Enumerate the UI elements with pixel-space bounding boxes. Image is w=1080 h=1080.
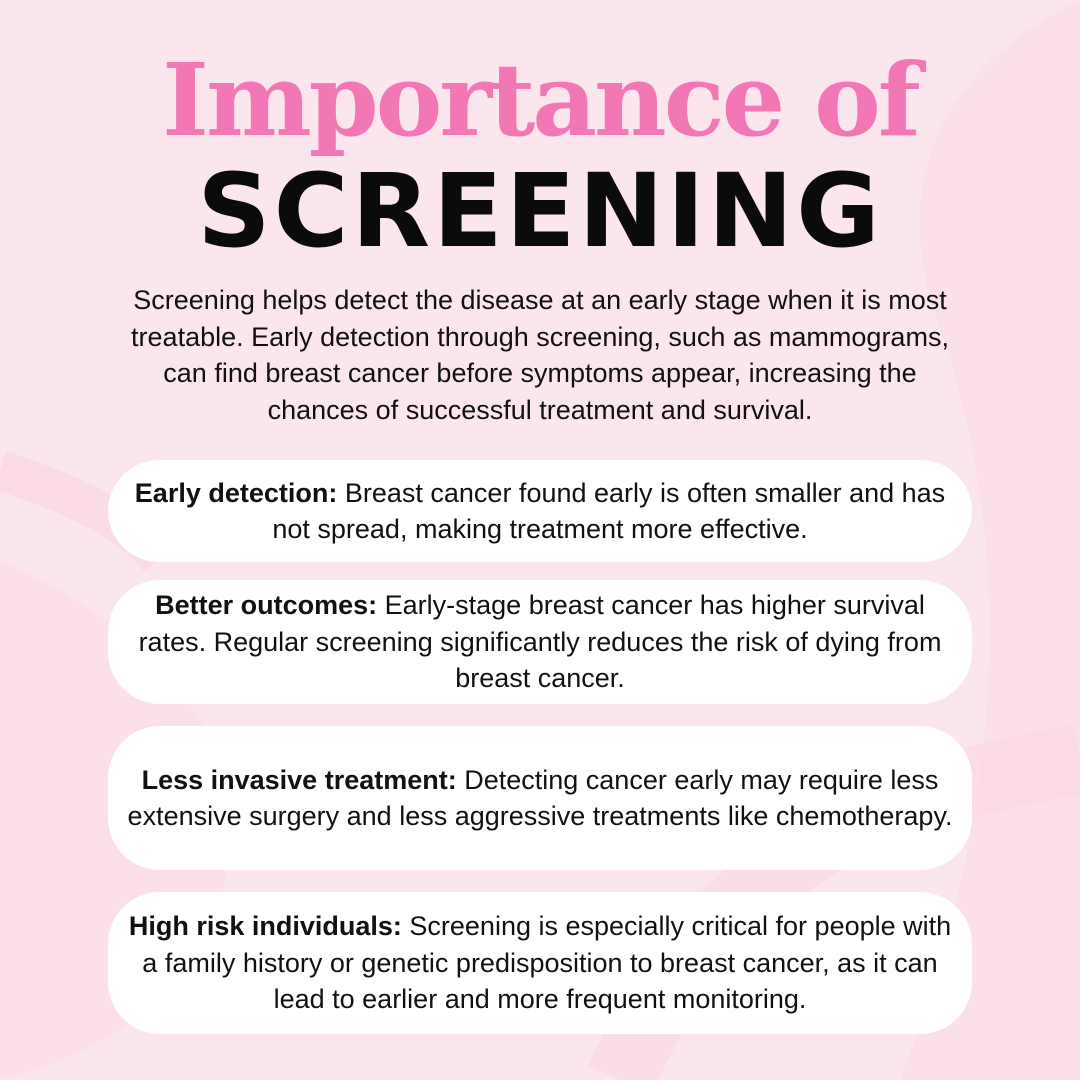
point-text <box>126 908 954 1018</box>
point-text <box>126 587 954 697</box>
point-body: Detecting cancer early may require less extensive surgery and less aggressive treatments like chemotherapy. <box>127 764 953 831</box>
point-body: Early-stage breast cancer has higher survival rates. Regular screening significantly reduces the risk of dying from breast cancer. <box>138 590 942 694</box>
point-lead: Less invasive treatment: <box>141 764 457 795</box>
point-lead: Better outcomes: <box>155 590 378 621</box>
point-card-high-risk-individuals <box>108 892 972 1034</box>
point-lead: Early detection: <box>134 477 338 508</box>
title-screening: SCREENING <box>197 152 883 271</box>
point-text <box>126 475 954 548</box>
intro-paragraph: Screening helps detect the disease at an early stage when it is most treatable. Early detection through screening, such as mammograms, can find breast cancer before symptoms appear, increasing the chances of successful treatment and survival. <box>131 285 949 425</box>
point-text <box>126 762 954 835</box>
point-card-better-outcomes <box>108 580 972 704</box>
point-card-early-detection <box>108 460 972 562</box>
point-body: Screening is especially critical for people with a family history or genetic predisposition to breast cancer, as it can lead to earlier and more frequent monitoring. <box>142 911 952 1015</box>
point-card-less-invasive-treatment <box>108 726 972 870</box>
point-body: Breast cancer found early is often smaller and has not spread, making treatment more effective. <box>272 477 946 544</box>
title-importance-of: Importance of <box>162 41 918 159</box>
point-lead: High risk individuals: <box>128 911 402 942</box>
